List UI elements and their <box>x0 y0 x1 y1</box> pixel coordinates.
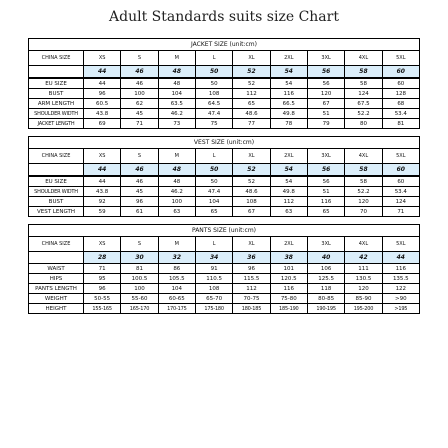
row-label: CHINA SIZE <box>29 51 84 66</box>
table-cell: 112 <box>270 197 307 207</box>
table-cell: 115.5 <box>233 274 270 284</box>
eu-size-cell: 54 <box>270 164 307 176</box>
size-cell: 5XL <box>382 51 419 66</box>
eu-size-cell: 50 <box>195 66 232 78</box>
table-cell: 52 <box>233 177 270 187</box>
table-cell: 120 <box>345 284 382 294</box>
row-label: BUST <box>29 89 84 99</box>
eu-size-cell: 52 <box>233 164 270 176</box>
row-label: JACKET LENGTH <box>29 119 84 129</box>
size-cell: 4XL <box>345 237 382 252</box>
table-cell: 124 <box>382 197 419 207</box>
row-label: SHOULDER WIDTH <box>29 109 84 119</box>
table-cell: 56 <box>307 177 344 187</box>
table-cell: 71 <box>121 119 158 129</box>
pants-section <box>28 224 420 314</box>
size-cell: 2XL <box>270 149 307 164</box>
size-cell: 5XL <box>382 237 419 252</box>
table-cell: 112 <box>233 89 270 99</box>
table-cell: 116 <box>382 264 419 274</box>
table-cell: 46 <box>121 79 158 89</box>
row-label: EU SIZE <box>29 177 84 187</box>
table-cell: 86 <box>158 264 195 274</box>
eu-size-cell: 56 <box>307 66 344 78</box>
table-cell: 69 <box>84 119 121 129</box>
table-cell: 116 <box>270 89 307 99</box>
table-cell: 100 <box>158 197 195 207</box>
table-cell: 46.2 <box>158 109 195 119</box>
size-cell: 3XL <box>307 149 344 164</box>
table-cell: 120 <box>307 89 344 99</box>
table-cell: 61 <box>121 207 158 217</box>
size-cell: 4XL <box>345 149 382 164</box>
eu-size-cell: 44 <box>84 66 121 78</box>
row-label <box>29 66 84 78</box>
size-cell: XS <box>84 237 121 252</box>
table-cell: 53.4 <box>382 109 419 119</box>
size-cell: 3XL <box>307 237 344 252</box>
size-cell: XS <box>84 149 121 164</box>
table-cell: 108 <box>233 197 270 207</box>
eu-size-cell: 44 <box>382 252 419 264</box>
table-cell: 175-180 <box>195 304 232 314</box>
table-cell: 51 <box>307 109 344 119</box>
table-cell: 48.6 <box>233 109 270 119</box>
table-cell: 49.8 <box>270 109 307 119</box>
table-cell: 63 <box>270 207 307 217</box>
eu-size-cell: 60 <box>382 164 419 176</box>
table-cell: 71 <box>84 264 121 274</box>
table-cell: >195 <box>382 304 419 314</box>
table-cell: 67 <box>307 99 344 109</box>
pants-section-title: PANTS SIZE (unit:cm) <box>28 224 420 236</box>
row-label: BUST <box>29 197 84 207</box>
table-cell: 111 <box>345 264 382 274</box>
table-cell: 70 <box>345 207 382 217</box>
table-cell: 60.5 <box>84 99 121 109</box>
table-cell: 185-190 <box>270 304 307 314</box>
row-label: HIPS <box>29 274 84 284</box>
table-cell: 47.4 <box>195 109 232 119</box>
table-cell: 51 <box>307 187 344 197</box>
table-cell: 44 <box>84 177 121 187</box>
table-cell: 130.5 <box>345 274 382 284</box>
table-cell: 52.2 <box>345 187 382 197</box>
size-cell: 3XL <box>307 51 344 66</box>
table-row <box>29 274 420 284</box>
table-cell: 80-85 <box>307 294 344 304</box>
table-cell: 56 <box>307 79 344 89</box>
table-row <box>29 99 420 109</box>
table-cell: 190-195 <box>307 304 344 314</box>
row-label: CHINA SIZE <box>29 237 84 252</box>
table-cell: 43.8 <box>84 187 121 197</box>
eu-size-cell: 46 <box>121 66 158 78</box>
jacket-table <box>28 50 420 78</box>
table-cell: 118 <box>307 284 344 294</box>
table-cell: 65 <box>195 207 232 217</box>
table-cell: 46.2 <box>158 187 195 197</box>
size-cell: S <box>121 51 158 66</box>
row-label: WEIGHT <box>29 294 84 304</box>
table-row <box>29 294 420 304</box>
table-cell: 62 <box>121 99 158 109</box>
table-cell: 81 <box>382 119 419 129</box>
table-cell: 43.8 <box>84 109 121 119</box>
row-label: WAIST <box>29 264 84 274</box>
table-cell: 96 <box>84 89 121 99</box>
table-cell: 58 <box>345 177 382 187</box>
size-cell: L <box>195 237 232 252</box>
vest-section <box>28 136 420 217</box>
table-cell: 116 <box>307 197 344 207</box>
table-cell: 96 <box>121 197 158 207</box>
eu-size-cell: 50 <box>195 164 232 176</box>
table-cell: 101 <box>270 264 307 274</box>
eu-size-cell: 44 <box>84 164 121 176</box>
table-cell: 75-80 <box>270 294 307 304</box>
table-cell: 112 <box>233 284 270 294</box>
row-label: CHINA SIZE <box>29 149 84 164</box>
size-cell: S <box>121 237 158 252</box>
table-cell: 116 <box>270 284 307 294</box>
table-cell: 50 <box>195 79 232 89</box>
table-row <box>29 119 420 129</box>
table-cell: 54 <box>270 79 307 89</box>
size-cell: M <box>158 51 195 66</box>
table-row <box>29 252 420 264</box>
table-cell: 58 <box>345 79 382 89</box>
size-cell: L <box>195 51 232 66</box>
table-cell: 55-60 <box>121 294 158 304</box>
table-cell: >90 <box>382 294 419 304</box>
eu-size-cell: 30 <box>121 252 158 264</box>
table-cell: 110.5 <box>195 274 232 284</box>
table-row <box>29 79 420 89</box>
table-row <box>29 237 420 252</box>
table-cell: 65 <box>307 207 344 217</box>
eu-size-cell: 32 <box>158 252 195 264</box>
row-label: VEST LENGTH <box>29 207 84 217</box>
vest-table <box>28 148 420 176</box>
size-cell: XL <box>233 237 270 252</box>
table-cell: 50 <box>195 177 232 187</box>
table-cell: 67 <box>233 207 270 217</box>
size-cell: 5XL <box>382 149 419 164</box>
table-cell: 96 <box>233 264 270 274</box>
table-row <box>29 207 420 217</box>
table-cell: 80 <box>345 119 382 129</box>
vest-measure-table <box>28 176 420 217</box>
table-cell: 91 <box>195 264 232 274</box>
table-cell: 170-175 <box>158 304 195 314</box>
table-row <box>29 304 420 314</box>
eu-size-cell: 52 <box>233 66 270 78</box>
table-cell: 100 <box>121 284 158 294</box>
table-cell: 81 <box>121 264 158 274</box>
section-gap <box>28 129 420 136</box>
table-cell: 92 <box>84 197 121 207</box>
table-cell: 60 <box>382 79 419 89</box>
size-cell: XL <box>233 51 270 66</box>
jacket-section <box>28 38 420 129</box>
table-cell: 78 <box>270 119 307 129</box>
row-label: HEIGHT <box>29 304 84 314</box>
table-cell: 48 <box>158 177 195 187</box>
table-cell: 70-75 <box>233 294 270 304</box>
table-cell: 60 <box>382 177 419 187</box>
size-cell: XS <box>84 51 121 66</box>
eu-size-cell: 36 <box>233 252 270 264</box>
table-row <box>29 264 420 274</box>
eu-size-cell: 28 <box>84 252 121 264</box>
eu-size-cell: 46 <box>121 164 158 176</box>
table-cell: 66.5 <box>270 99 307 109</box>
table-cell: 108 <box>195 284 232 294</box>
table-cell: 95 <box>84 274 121 284</box>
table-cell: 155-165 <box>84 304 121 314</box>
table-cell: 65 <box>233 99 270 109</box>
table-cell: 104 <box>195 197 232 207</box>
row-label: ARM LENGTH <box>29 99 84 109</box>
table-cell: 79 <box>307 119 344 129</box>
table-row <box>29 177 420 187</box>
table-cell: 128 <box>382 89 419 99</box>
eu-size-cell: 48 <box>158 164 195 176</box>
table-cell: 122 <box>382 284 419 294</box>
chart-title: Adult Standards suits size Chart <box>109 9 339 25</box>
table-cell: 49.8 <box>270 187 307 197</box>
table-cell: 46 <box>121 177 158 187</box>
table-row <box>29 149 420 164</box>
table-cell: 54 <box>270 177 307 187</box>
table-cell: 125.5 <box>307 274 344 284</box>
table-cell: 135.5 <box>382 274 419 284</box>
eu-size-cell: 58 <box>345 164 382 176</box>
eu-size-cell: 48 <box>158 66 195 78</box>
table-row <box>29 51 420 66</box>
table-cell: 45 <box>121 187 158 197</box>
row-label: PANTS LENGTH <box>29 284 84 294</box>
eu-size-cell: 38 <box>270 252 307 264</box>
table-cell: 96 <box>84 284 121 294</box>
size-cell: 2XL <box>270 51 307 66</box>
table-row <box>29 66 420 78</box>
table-row <box>29 164 420 176</box>
table-row <box>29 197 420 207</box>
table-cell: 65-70 <box>195 294 232 304</box>
table-cell: 68 <box>382 99 419 109</box>
table-cell: 52 <box>233 79 270 89</box>
table-cell: 104 <box>158 89 195 99</box>
table-cell: 100 <box>121 89 158 99</box>
table-row <box>29 284 420 294</box>
table-cell: 85-90 <box>345 294 382 304</box>
eu-size-cell: 42 <box>345 252 382 264</box>
size-chart-sheet <box>28 38 420 314</box>
table-cell: 45 <box>121 109 158 119</box>
size-cell: S <box>121 149 158 164</box>
size-cell: M <box>158 149 195 164</box>
pants-table <box>28 236 420 314</box>
table-cell: 48 <box>158 79 195 89</box>
section-gap <box>28 217 420 224</box>
table-cell: 64.5 <box>195 99 232 109</box>
table-cell: 48.6 <box>233 187 270 197</box>
table-cell: 52.2 <box>345 109 382 119</box>
table-cell: 73 <box>158 119 195 129</box>
eu-size-cell: 40 <box>307 252 344 264</box>
size-cell: 2XL <box>270 237 307 252</box>
size-cell: XL <box>233 149 270 164</box>
row-label: SHOULDER WIDTH <box>29 187 84 197</box>
table-cell: 100.5 <box>121 274 158 284</box>
table-cell: 63 <box>158 207 195 217</box>
size-cell: L <box>195 149 232 164</box>
size-cell: M <box>158 237 195 252</box>
table-cell: 50-55 <box>84 294 121 304</box>
table-cell: 106 <box>307 264 344 274</box>
table-cell: 104 <box>158 284 195 294</box>
row-label <box>29 164 84 176</box>
table-cell: 120.5 <box>270 274 307 284</box>
eu-size-cell: 34 <box>195 252 232 264</box>
table-cell: 63.5 <box>158 99 195 109</box>
table-row <box>29 187 420 197</box>
eu-size-cell: 56 <box>307 164 344 176</box>
size-cell: 4XL <box>345 51 382 66</box>
eu-size-cell: 60 <box>382 66 419 78</box>
table-cell: 77 <box>233 119 270 129</box>
table-cell: 105.5 <box>158 274 195 284</box>
row-label <box>29 252 84 264</box>
table-cell: 195-200 <box>345 304 382 314</box>
table-cell: 60-65 <box>158 294 195 304</box>
table-cell: 120 <box>345 197 382 207</box>
eu-size-cell: 58 <box>345 66 382 78</box>
table-cell: 71 <box>382 207 419 217</box>
table-cell: 165-170 <box>121 304 158 314</box>
table-row <box>29 89 420 99</box>
eu-size-cell: 54 <box>270 66 307 78</box>
table-cell: 59 <box>84 207 121 217</box>
table-cell: 108 <box>195 89 232 99</box>
table-cell: 124 <box>345 89 382 99</box>
jacket-section-title: JACKET SIZE (unit:cm) <box>28 38 420 50</box>
table-row <box>29 109 420 119</box>
table-cell: 44 <box>84 79 121 89</box>
table-cell: 47.4 <box>195 187 232 197</box>
vest-section-title: VEST SIZE (unit:cm) <box>28 136 420 148</box>
table-cell: 53.4 <box>382 187 419 197</box>
table-cell: 67.5 <box>345 99 382 109</box>
table-cell: 75 <box>195 119 232 129</box>
jacket-measure-table <box>28 78 420 129</box>
row-label: EU SIZE <box>29 79 84 89</box>
table-cell: 180-185 <box>233 304 270 314</box>
